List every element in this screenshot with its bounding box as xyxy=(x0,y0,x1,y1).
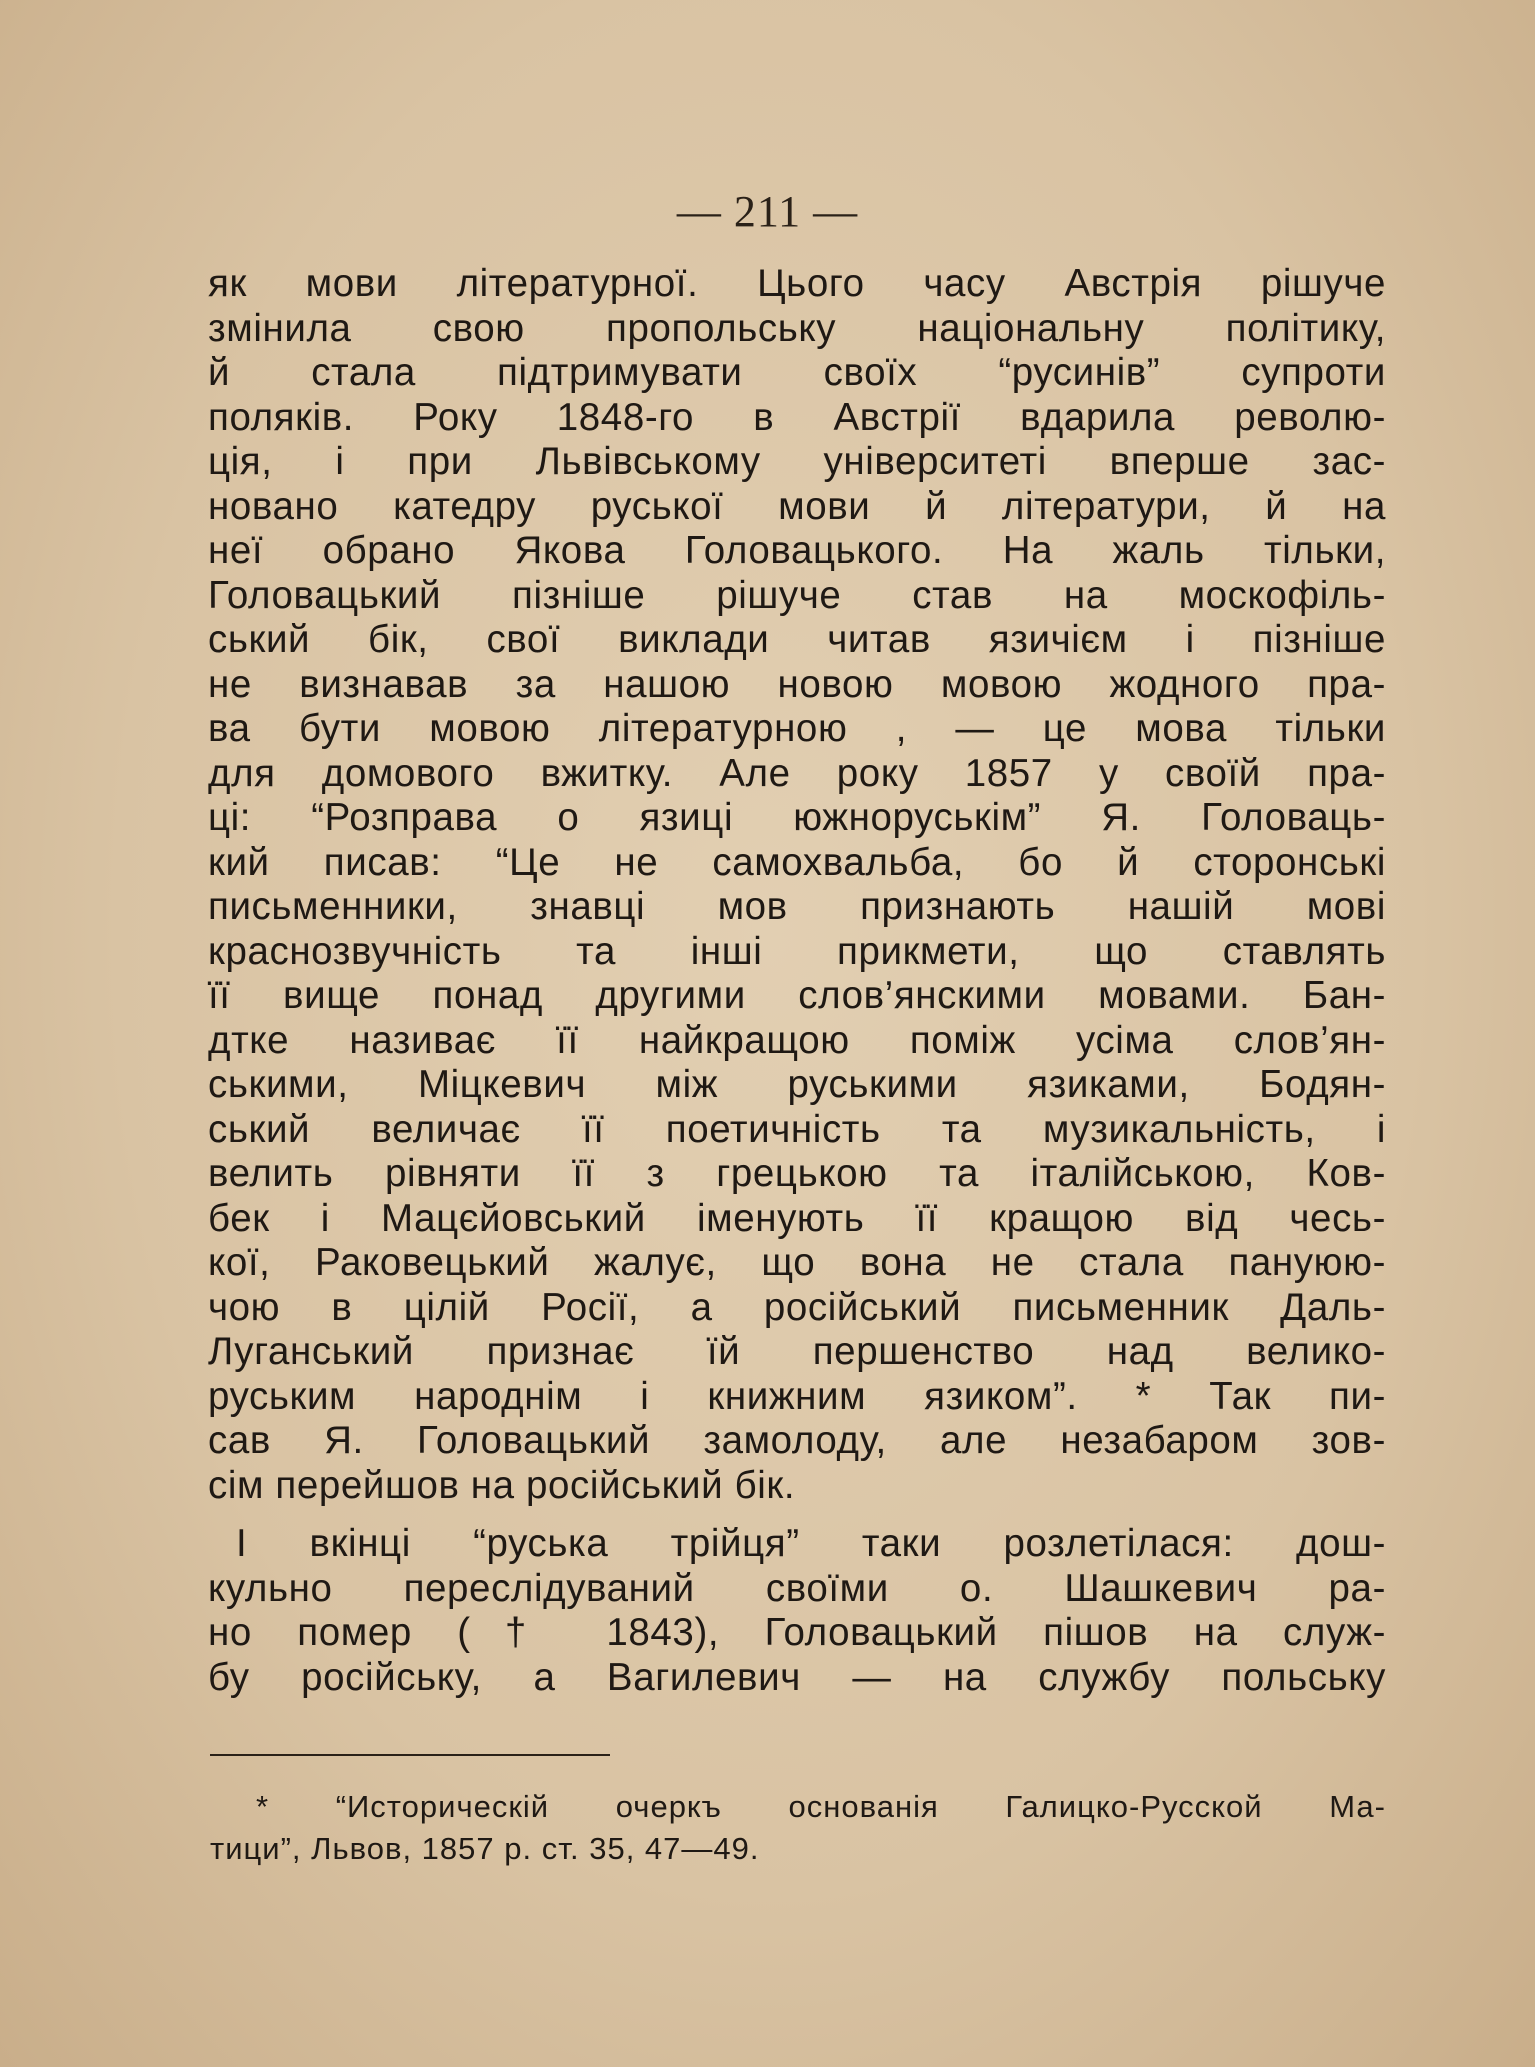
text-line: Головацький пізніше рішуче став на москофіль- xyxy=(208,573,1386,617)
text-line: чою в цілій Росії, а російський письменник Даль- xyxy=(208,1285,1386,1329)
footnote xyxy=(210,1786,1386,1870)
text-line: руським народнім і книжним язиком”. * Так пи- xyxy=(208,1374,1386,1418)
text-line: ція, і при Львівському університеті вперше зас- xyxy=(208,440,1386,483)
text-line: ськими, Міцкевич між руськими язиками, Бодян- xyxy=(208,1063,1386,1106)
text-line: краснозвучність та інші прикмети, що ставлять xyxy=(208,929,1386,973)
text-line: змінила свою пропольську національну політику, xyxy=(208,306,1386,350)
text-line: й стала підтримувати своїх “русинів” супроти xyxy=(208,351,1386,394)
text-line: І вкінці “руська трійця” таки розлетілася: дош- xyxy=(236,1522,1386,1565)
text-line: сав Я. Головацький замолоду, але незабаром зов- xyxy=(208,1419,1386,1462)
text-line: ва бути мовою літературною , — це мова тільки xyxy=(208,707,1386,750)
text-line: письменники, знавці мов признають нашій мові xyxy=(208,885,1386,928)
paragraph-2 xyxy=(208,1522,1386,1700)
text-line: бу російську, а Вагилевич — на службу польську xyxy=(208,1655,1386,1699)
text-line: но помер († 1843), Головацький пішов на служ- xyxy=(208,1611,1386,1654)
text-line: Луганський признає їй першенство над велико- xyxy=(208,1330,1386,1373)
text-line: неї обрано Якова Головацького. На жаль тільки, xyxy=(208,529,1386,572)
text-line: як мови літературної. Цього часу Австрія рішуче xyxy=(208,262,1386,305)
paragraph-gap xyxy=(208,1508,1386,1522)
text-line: кої, Раковецький жалує, що вона не стала пануюю- xyxy=(208,1241,1386,1284)
text-line: ський величає її поетичність та музикальність, і xyxy=(208,1107,1386,1151)
text-line: велить рівняти її з грецькою та італійською, Ков- xyxy=(208,1152,1386,1195)
text-line: новано катедру руської мови й літератури, й на xyxy=(208,484,1386,528)
text-line: ці: “Розправа о язиці южноруськім” Я. Головаць- xyxy=(208,796,1386,839)
footnote-line: * “Историческій очеркъ основанія Галицко-Русской Ма- xyxy=(256,1789,1386,1824)
text-line: сім перейшов на російський бік. xyxy=(208,1463,796,1507)
text-line: бек і Мацєйовський іменують її кращою від чесь- xyxy=(208,1196,1386,1240)
text-line: дтке називає її найкращою поміж усіма слов’ян- xyxy=(208,1018,1386,1062)
paragraph-1 xyxy=(208,262,1386,1508)
text-line: ський бік, свої виклади читав язичієм і пізніше xyxy=(208,618,1386,661)
text-line: кульно переслідуваний своїми о. Шашкевич ра- xyxy=(208,1566,1386,1610)
footnote-divider xyxy=(210,1754,610,1756)
page-number: — 211 — xyxy=(676,187,859,236)
footnote-line: тици”, Львов, 1857 р. ст. 35, 47—49. xyxy=(210,1831,760,1866)
text-line: поляків. Року 1848-го в Австрії вдарила револю- xyxy=(208,395,1386,439)
text-line: не визнавав за нашою новою мовою жодного пра- xyxy=(208,662,1386,706)
text-line: кий писав: “Це не самохвальба, бо й сторонські xyxy=(208,840,1386,884)
main-text xyxy=(208,262,1386,1700)
text-line: для домового вжитку. Але року 1857 у своїй пра- xyxy=(208,751,1386,795)
text-line: її вище понад другими слов’янскими мовами. Бан- xyxy=(208,974,1386,1017)
